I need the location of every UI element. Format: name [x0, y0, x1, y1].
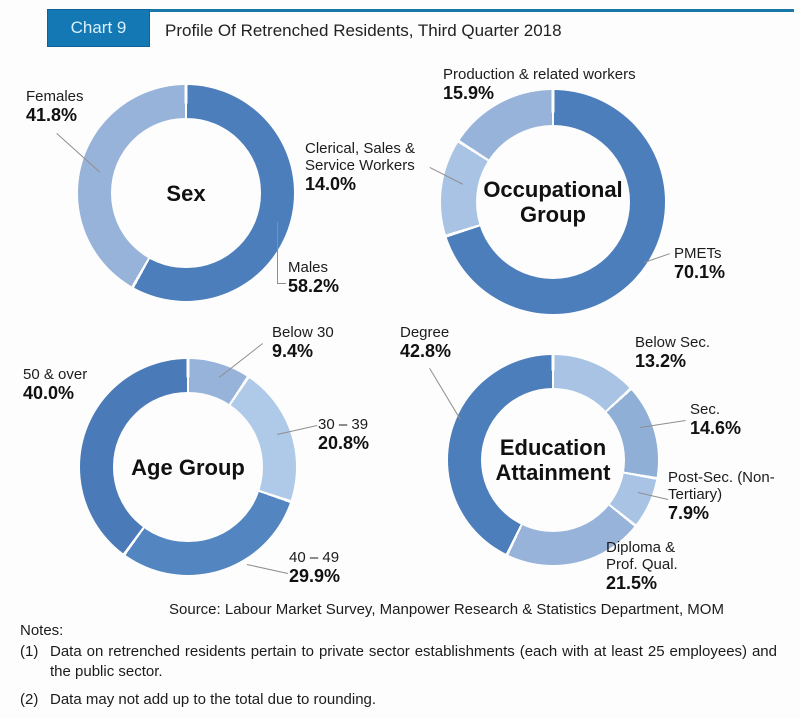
slice-label-sec: Sec. 14.6% — [690, 401, 742, 438]
age-group-donut-chart — [80, 359, 296, 575]
slice-label-below-30: Below 30 9.4% — [272, 324, 334, 361]
sex-donut-chart — [78, 85, 294, 301]
age-donut-hole — [113, 392, 262, 541]
education-attainment-donut-chart — [448, 355, 658, 565]
occupational-donut-hole — [476, 125, 631, 280]
slice-label-clerical: Clerical, Sales & Service Workers 14.0% — [305, 140, 416, 194]
slice-label-post-sec: Post-Sec. (Non-Tertiary) 7.9% — [668, 469, 775, 523]
slice-label-males: Males 58.2% — [288, 259, 340, 296]
education-center-title: Education Attainment — [495, 435, 611, 485]
sex-donut-hole — [111, 118, 260, 267]
notes-heading: Notes: — [20, 622, 64, 639]
occupational-center-title: Occupational Group — [483, 177, 623, 227]
occupational-group-donut-chart — [441, 90, 665, 314]
source-line: Source: Labour Market Survey, Manpower Research & Statistics Department, MOM — [169, 601, 724, 618]
age-center-title: Age Group — [131, 454, 245, 480]
page-title: Profile Of Retrenched Residents, Third Quarter 2018 — [165, 21, 562, 40]
slice-label-below-sec: Below Sec. 13.2% — [635, 334, 711, 371]
leader-line-degree — [429, 368, 461, 420]
sex-center-title: Sex — [166, 180, 206, 206]
slice-label-30-39: 30 – 39 20.8% — [318, 416, 370, 453]
notes-block — [20, 621, 777, 710]
leader-line-40-49 — [247, 564, 288, 574]
chart-number-badge: Chart 9 — [47, 9, 150, 47]
note-2: (2) Data may not add up to the total due to rounding. — [20, 691, 377, 708]
slice-label-pmets: PMETs 70.1% — [674, 245, 726, 282]
slice-label-degree: Degree 42.8% — [400, 324, 452, 361]
leader-line-males — [277, 222, 286, 284]
education-donut-hole — [481, 388, 626, 533]
note-1: (1) Data on retrenched residents pertain to private sector establishments (each with at least 25 employees) and the public sector. — [20, 643, 777, 680]
slice-label-40-49: 40 – 49 29.9% — [289, 549, 341, 586]
slice-label-50-over: 50 & over 40.0% — [23, 366, 88, 403]
slice-label-production: Production & related workers 15.9% — [443, 66, 636, 103]
slice-label-females: Females 41.8% — [26, 88, 84, 125]
slice-label-diploma: Diploma & Prof. Qual. 21.5% — [606, 539, 678, 593]
header-rule — [47, 9, 794, 12]
